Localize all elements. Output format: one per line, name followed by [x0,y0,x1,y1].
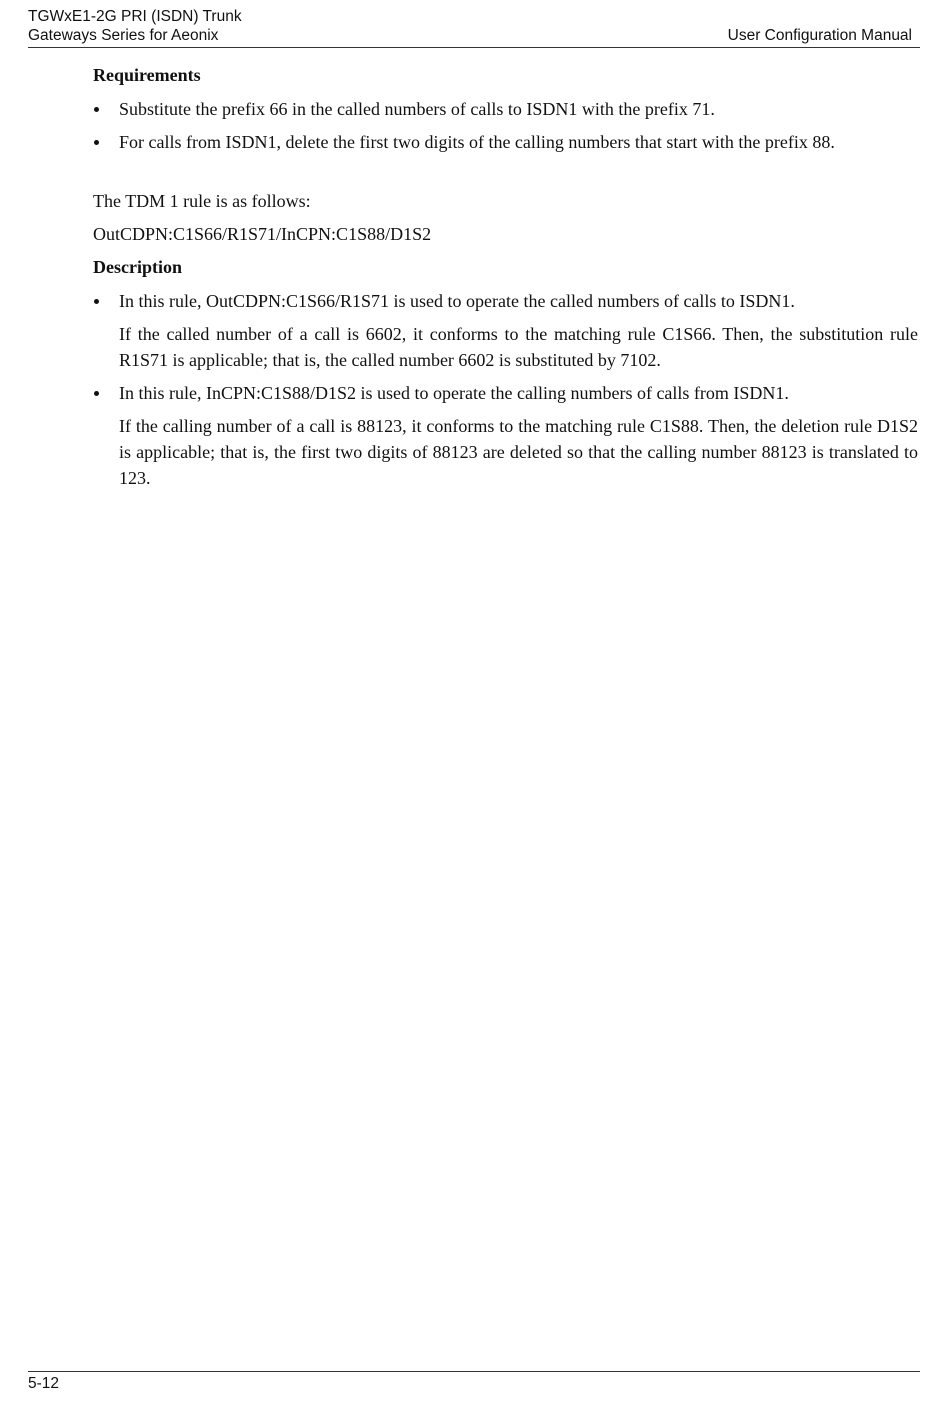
requirement-item [93,96,918,122]
requirements-heading: Requirements [93,65,201,85]
header-manual-title: User Configuration Manual [727,27,912,44]
description-detail: If the calling number of a call is 88123, it conforms to the matching rule C1S88. Then, the deletion rule D1S2 is applicable; that is, the first two digits of 88123 are deleted so that the calling number 88123 is translated to 123. [119,416,918,488]
page-number: 5-12 [28,1375,60,1392]
bullet-dot-icon [94,299,99,304]
description-bullet-text: In this rule, InCPN:C1S88/D1S2 is used to operate the calling numbers of calls from ISDN1. [119,383,789,403]
requirement-item [93,129,918,155]
description-item [93,380,918,406]
bullet-dot-icon [94,391,99,396]
page-header [28,6,920,48]
rule-intro: The TDM 1 rule is as follows: [93,191,311,211]
description-heading: Description [93,257,182,277]
description-detail: If the called number of a call is 6602, it conforms to the matching rule C1S66. Then, the substitution rule R1S71 is applicable; that is, the called number 6602 is substituted by 7102. [119,324,918,370]
bullet-dot-icon [94,107,99,112]
page-footer [28,1371,920,1393]
spacer [93,162,918,188]
description-item [93,288,918,314]
description-bullet-text: In this rule, OutCDPN:C1S66/R1S71 is used to operate the called numbers of calls to ISDN1. [119,291,795,311]
requirement-text: Substitute the prefix 66 in the called numbers of calls to ISDN1 with the prefix 71. [119,99,715,119]
header-product-line-2: Gateways Series for Aeonix [28,27,219,44]
bullet-dot-icon [94,140,99,145]
requirement-text: For calls from ISDN1, delete the first two digits of the calling numbers that start with the prefix 88. [119,132,835,152]
rule-value: OutCDPN:C1S66/R1S71/InCPN:C1S88/D1S2 [93,224,432,244]
page-content [93,62,918,498]
header-product-title [28,7,242,45]
header-product-line-1: TGWxE1-2G PRI (ISDN) Trunk [28,8,242,25]
